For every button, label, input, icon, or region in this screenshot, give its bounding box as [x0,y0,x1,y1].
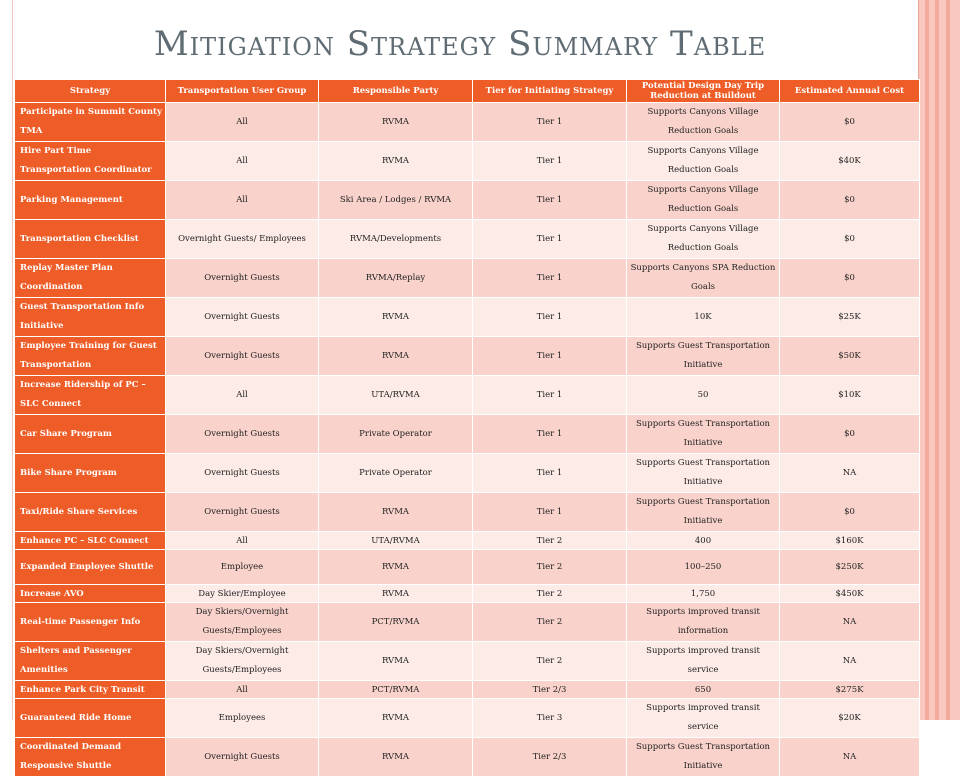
responsible-party-cell: RVMA [319,738,473,777]
responsible-party-cell: RVMA [319,699,473,738]
user-group-cell: Overnight Guests [166,259,319,298]
tier-cell: Tier 2 [473,532,627,550]
trip-reduction-cell: Supports Canyons Village Reduction Goals [627,181,780,220]
strategy-cell: Real-time Passenger Info [15,603,166,642]
table-header-row [15,80,920,103]
responsible-party-cell: RVMA/Developments [319,220,473,259]
strategy-cell: Bike Share Program [15,454,166,493]
annual-cost-cell: $50K [780,337,920,376]
trip-reduction-cell: Supports Guest Transportation Initiative [627,493,780,532]
column-header: Potential Design Day Trip Reduction at Buildout [627,80,780,103]
column-header: Transportation User Group [166,80,319,103]
annual-cost-cell: $275K [780,681,920,699]
annual-cost-cell: $0 [780,259,920,298]
table-row [15,103,920,142]
user-group-cell: All [166,103,319,142]
strategy-cell: Parking Management [15,181,166,220]
user-group-cell: All [166,181,319,220]
tier-cell: Tier 1 [473,415,627,454]
responsible-party-cell: RVMA [319,337,473,376]
responsible-party-cell: RVMA [319,550,473,585]
strategy-cell: Guest Transportation Info Initiative [15,298,166,337]
tier-cell: Tier 2/3 [473,738,627,777]
annual-cost-cell: NA [780,738,920,777]
responsible-party-cell: Private Operator [319,415,473,454]
user-group-cell: All [166,532,319,550]
table-row [15,220,920,259]
strategy-cell: Increase Ridership of PC – SLC Connect [15,376,166,415]
tier-cell: Tier 2 [473,585,627,603]
strategy-cell: Shelters and Passenger Amenities [15,642,166,681]
table-row [15,415,920,454]
trip-reduction-cell: Supports Guest Transportation Initiative [627,738,780,777]
user-group-cell: All [166,142,319,181]
table-row [15,585,920,603]
strategy-cell: Replay Master Plan Coordination [15,259,166,298]
user-group-cell: Day Skiers/Overnight Guests/Employees [166,642,319,681]
annual-cost-cell: $40K [780,142,920,181]
trip-reduction-cell: Supports Canyons Village Reduction Goals [627,220,780,259]
user-group-cell: Employees [166,699,319,738]
strategy-cell: Hire Part Time Transportation Coordinator [15,142,166,181]
tier-cell: Tier 2/3 [473,681,627,699]
stripe-line [935,0,939,720]
tier-cell: Tier 3 [473,699,627,738]
responsible-party-cell: RVMA/Replay [319,259,473,298]
strategy-cell: Coordinated Demand Responsive Shuttle [15,738,166,777]
page-title: Mitigation Strategy Summary Table [153,24,767,64]
mitigation-table [14,79,920,777]
annual-cost-cell: $20K [780,699,920,738]
tier-cell: Tier 1 [473,376,627,415]
decorative-stripes [918,0,960,720]
column-header: Strategy [15,80,166,103]
strategy-cell: Transportation Checklist [15,220,166,259]
table-row [15,738,920,777]
trip-reduction-cell: Supports improved transit service [627,699,780,738]
table-row [15,532,920,550]
annual-cost-cell: $0 [780,103,920,142]
stripe-line [946,0,950,720]
trip-reduction-cell: Supports improved transit service [627,642,780,681]
strategy-cell: Car Share Program [15,415,166,454]
table-row [15,699,920,738]
user-group-cell: Overnight Guests [166,415,319,454]
user-group-cell: Overnight Guests [166,493,319,532]
trip-reduction-cell: Supports Canyons SPA Reduction Goals [627,259,780,298]
responsible-party-cell: RVMA [319,298,473,337]
strategy-cell: Participate in Summit County TMA [15,103,166,142]
annual-cost-cell: $25K [780,298,920,337]
table-row [15,298,920,337]
user-group-cell: Overnight Guests [166,454,319,493]
annual-cost-cell: $0 [780,415,920,454]
column-header: Responsible Party [319,80,473,103]
column-header: Estimated Annual Cost [780,80,920,103]
tier-cell: Tier 1 [473,298,627,337]
annual-cost-cell: $0 [780,493,920,532]
left-rule [12,0,13,720]
strategy-cell: Taxi/Ride Share Services [15,493,166,532]
responsible-party-cell: PCT/RVMA [319,603,473,642]
tier-cell: Tier 2 [473,603,627,642]
tier-cell: Tier 1 [473,493,627,532]
tier-cell: Tier 1 [473,103,627,142]
annual-cost-cell: $10K [780,376,920,415]
tier-cell: Tier 1 [473,181,627,220]
user-group-cell: Day Skier/Employee [166,585,319,603]
annual-cost-cell: NA [780,454,920,493]
annual-cost-cell: $250K [780,550,920,585]
table-row [15,681,920,699]
strategy-cell: Employee Training for Guest Transportation [15,337,166,376]
trip-reduction-cell: Supports Canyons Village Reduction Goals [627,103,780,142]
annual-cost-cell: $160K [780,532,920,550]
table-row [15,142,920,181]
table-row [15,603,920,642]
tier-cell: Tier 2 [473,550,627,585]
annual-cost-cell: $450K [780,585,920,603]
annual-cost-cell: NA [780,642,920,681]
tier-cell: Tier 1 [473,259,627,298]
tier-cell: Tier 1 [473,142,627,181]
tier-cell: Tier 1 [473,337,627,376]
trip-reduction-cell: 100–250 [627,550,780,585]
strategy-cell: Expanded Employee Shuttle [15,550,166,585]
table-row [15,493,920,532]
table-row [15,550,920,585]
strategy-cell: Increase AVO [15,585,166,603]
table-row [15,642,920,681]
trip-reduction-cell: Supports Canyons Village Reduction Goals [627,142,780,181]
responsible-party-cell: Private Operator [319,454,473,493]
user-group-cell: Overnight Guests/ Employees [166,220,319,259]
responsible-party-cell: RVMA [319,493,473,532]
trip-reduction-cell: 50 [627,376,780,415]
responsible-party-cell: PCT/RVMA [319,681,473,699]
trip-reduction-cell: Supports Guest Transportation Initiative [627,415,780,454]
tier-cell: Tier 2 [473,642,627,681]
annual-cost-cell: $0 [780,220,920,259]
user-group-cell: Overnight Guests [166,298,319,337]
trip-reduction-cell: Supports improved transit information [627,603,780,642]
trip-reduction-cell: Supports Guest Transportation Initiative [627,454,780,493]
annual-cost-cell: $0 [780,181,920,220]
strategy-cell: Enhance Park City Transit [15,681,166,699]
table-row [15,337,920,376]
trip-reduction-cell: 10K [627,298,780,337]
user-group-cell: All [166,681,319,699]
table-row [15,454,920,493]
trip-reduction-cell: 400 [627,532,780,550]
responsible-party-cell: RVMA [319,585,473,603]
tier-cell: Tier 1 [473,220,627,259]
strategy-cell: Guaranteed Ride Home [15,699,166,738]
responsible-party-cell: UTA/RVMA [319,376,473,415]
trip-reduction-cell: 650 [627,681,780,699]
responsible-party-cell: UTA/RVMA [319,532,473,550]
column-header: Tier for Initiating Strategy [473,80,627,103]
table-row [15,181,920,220]
annual-cost-cell: NA [780,603,920,642]
tier-cell: Tier 1 [473,454,627,493]
user-group-cell: Employee [166,550,319,585]
table-row [15,376,920,415]
trip-reduction-cell: Supports Guest Transportation Initiative [627,337,780,376]
user-group-cell: Overnight Guests [166,337,319,376]
user-group-cell: Overnight Guests [166,738,319,777]
strategy-cell: Enhance PC – SLC Connect [15,532,166,550]
user-group-cell: All [166,376,319,415]
table-row [15,259,920,298]
responsible-party-cell: RVMA [319,142,473,181]
user-group-cell: Day Skiers/Overnight Guests/Employees [166,603,319,642]
responsible-party-cell: RVMA [319,642,473,681]
stripe-line [925,0,929,720]
responsible-party-cell: Ski Area / Lodges / RVMA [319,181,473,220]
responsible-party-cell: RVMA [319,103,473,142]
trip-reduction-cell: 1,750 [627,585,780,603]
